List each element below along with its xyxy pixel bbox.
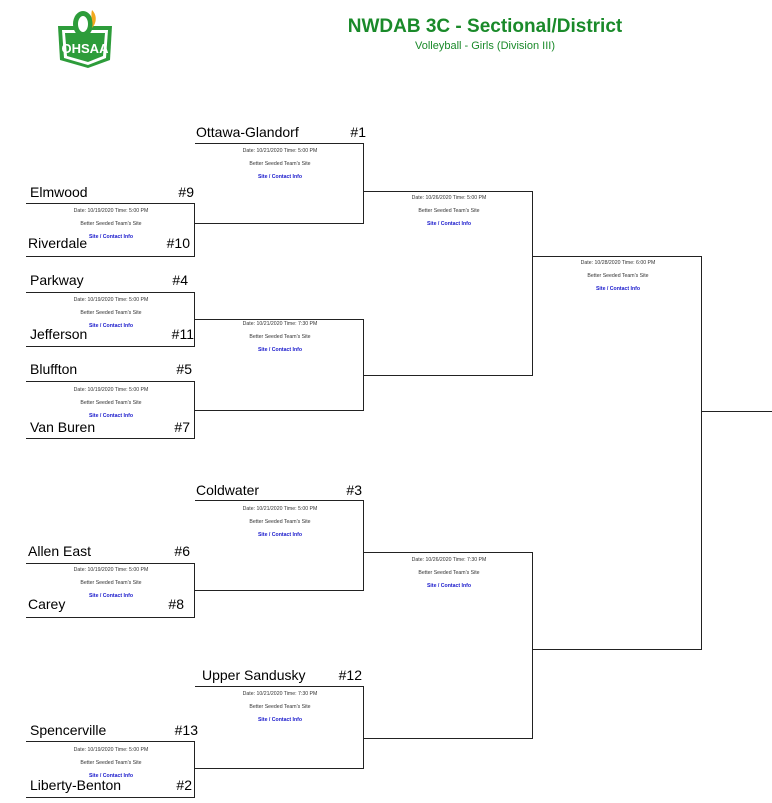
game-site: Better Seeded Team's Site xyxy=(249,334,311,340)
game-site: Better Seeded Team's Site xyxy=(80,221,142,227)
site-contact-link[interactable]: Site / Contact Info xyxy=(426,583,472,589)
bracket-line xyxy=(26,203,194,204)
bracket-line xyxy=(26,438,194,439)
team-seed: #5 xyxy=(176,361,192,377)
game-date: Date: 10/28/2020 Time: 6:00 PM xyxy=(580,260,656,266)
team-seed: #12 xyxy=(338,667,362,683)
site-contact-link[interactable]: Site / Contact Info xyxy=(88,413,134,419)
team-seed: #3 xyxy=(346,482,362,498)
bracket-line xyxy=(701,411,772,412)
game-site: Better Seeded Team's Site xyxy=(587,273,649,279)
team-seed: #1 xyxy=(350,124,366,140)
team-seed: #11 xyxy=(171,326,194,342)
game-info xyxy=(26,744,196,783)
game-date: Date: 10/19/2020 Time: 5:00 PM xyxy=(73,747,149,753)
team-name: Jefferson xyxy=(30,326,88,342)
bracket-line xyxy=(26,256,194,257)
game-info xyxy=(195,688,365,727)
bracket-line xyxy=(195,686,363,687)
game-info xyxy=(26,384,196,423)
game-site: Better Seeded Team's Site xyxy=(80,580,142,586)
bracket-line xyxy=(195,768,363,769)
bracket-line xyxy=(533,649,701,650)
team-name: Allen East xyxy=(28,543,92,559)
game-info xyxy=(364,192,534,231)
team-name: Spencerville xyxy=(30,722,107,738)
site-contact-link[interactable]: Site / Contact Info xyxy=(257,347,303,353)
bracket-line xyxy=(195,223,363,224)
game-date: Date: 10/19/2020 Time: 5:00 PM xyxy=(73,297,149,303)
game-date: Date: 10/21/2020 Time: 7:30 PM xyxy=(242,321,318,327)
bracket-line xyxy=(701,256,702,650)
game-info xyxy=(26,205,196,244)
game-date: Date: 10/19/2020 Time: 5:00 PM xyxy=(73,567,149,573)
bracket-line xyxy=(364,375,532,376)
bracket-line xyxy=(26,292,194,293)
bracket-line xyxy=(195,143,363,144)
team-name: Van Buren xyxy=(30,419,96,435)
team-seed: #7 xyxy=(174,419,190,435)
site-contact-link[interactable]: Site / Contact Info xyxy=(426,221,472,227)
bracket-line xyxy=(26,617,194,618)
game-site: Better Seeded Team's Site xyxy=(80,310,142,316)
site-contact-link[interactable]: Site / Contact Info xyxy=(88,773,134,779)
game-info xyxy=(195,318,365,357)
site-contact-link[interactable]: Site / Contact Info xyxy=(88,234,134,240)
team-name: Ottawa-Glandorf xyxy=(196,124,299,140)
game-date: Date: 10/21/2020 Time: 5:00 PM xyxy=(242,148,318,154)
site-contact-link[interactable]: Site / Contact Info xyxy=(257,717,303,723)
game-date: Date: 10/26/2020 Time: 7:30 PM xyxy=(411,557,487,563)
bracket-line xyxy=(195,500,363,501)
team-seed: #10 xyxy=(166,235,190,251)
game-date: Date: 10/26/2020 Time: 5:00 PM xyxy=(411,195,487,201)
page-subtitle: Volleyball - Girls (Division III) xyxy=(415,40,555,52)
game-site: Better Seeded Team's Site xyxy=(249,519,311,525)
team-name: Upper Sandusky xyxy=(202,667,306,683)
team-seed: #13 xyxy=(174,722,198,738)
team-name: Liberty-Benton xyxy=(30,777,122,793)
game-info xyxy=(195,145,365,184)
game-info xyxy=(195,503,365,542)
page-title: NWDAB 3C - Sectional/District xyxy=(347,16,623,37)
site-contact-link[interactable]: Site / Contact Info xyxy=(88,323,134,329)
team-name: Parkway xyxy=(30,272,84,288)
game-info xyxy=(364,554,534,593)
game-site: Better Seeded Team's Site xyxy=(80,400,142,406)
site-contact-link[interactable]: Site / Contact Info xyxy=(257,532,303,538)
game-info xyxy=(26,294,196,333)
team-seed: #9 xyxy=(178,184,194,200)
game-info xyxy=(26,564,196,603)
game-date: Date: 10/19/2020 Time: 5:00 PM xyxy=(73,208,149,214)
game-site: Better Seeded Team's Site xyxy=(418,208,480,214)
team-seed: #4 xyxy=(172,272,188,288)
svg-text:OHSAA: OHSAA xyxy=(61,41,109,56)
ohsaa-logo xyxy=(52,8,118,70)
bracket-line xyxy=(364,552,532,553)
team-name: Carey xyxy=(28,596,66,612)
team-name: Coldwater xyxy=(196,482,260,498)
team-seed: #2 xyxy=(176,777,192,793)
bracket-line xyxy=(26,346,194,347)
site-contact-link[interactable]: Site / Contact Info xyxy=(257,174,303,180)
game-info xyxy=(533,257,703,296)
game-site: Better Seeded Team's Site xyxy=(418,570,480,576)
game-date: Date: 10/21/2020 Time: 5:00 PM xyxy=(242,506,318,512)
team-name: Bluffton xyxy=(30,361,78,377)
bracket-line xyxy=(26,797,194,798)
game-date: Date: 10/19/2020 Time: 5:00 PM xyxy=(73,387,149,393)
team-seed: #6 xyxy=(174,543,190,559)
site-contact-link[interactable]: Site / Contact Info xyxy=(595,286,641,292)
bracket-line xyxy=(26,741,194,742)
bracket-line xyxy=(26,381,194,382)
team-seed: #8 xyxy=(168,596,184,612)
game-date: Date: 10/21/2020 Time: 7:30 PM xyxy=(242,691,318,697)
game-site: Better Seeded Team's Site xyxy=(80,760,142,766)
game-site: Better Seeded Team's Site xyxy=(249,704,311,710)
bracket-line xyxy=(195,410,363,411)
team-name: Elmwood xyxy=(30,184,88,200)
game-site: Better Seeded Team's Site xyxy=(249,161,311,167)
bracket-line xyxy=(195,590,363,591)
bracket-line xyxy=(364,738,532,739)
team-name: Riverdale xyxy=(28,235,88,251)
site-contact-link[interactable]: Site / Contact Info xyxy=(88,593,134,599)
